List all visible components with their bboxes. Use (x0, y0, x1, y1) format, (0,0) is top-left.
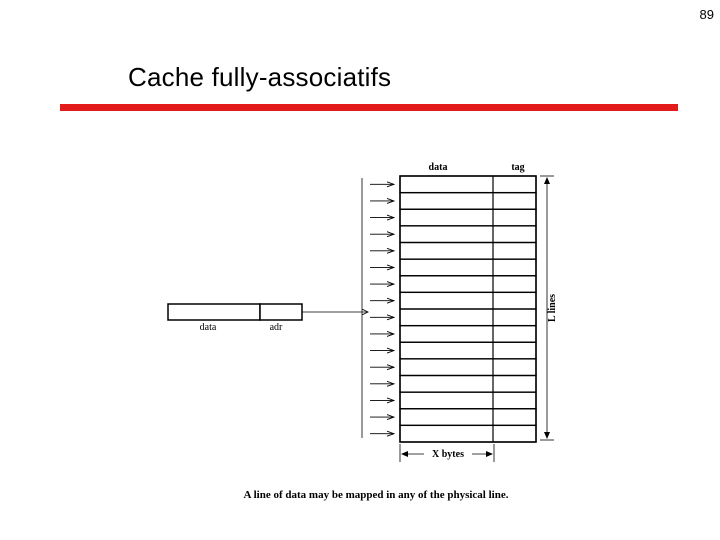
page-number: 89 (699, 7, 714, 22)
bytes-dimension (400, 444, 494, 462)
col-header-tag: tag (511, 162, 525, 173)
address-adr-field (260, 304, 302, 320)
address-register (168, 304, 302, 333)
diagram-caption: A line of data may be mapped in any of the physical line. (243, 489, 509, 501)
slide-title: Cache fully-associatifs (128, 62, 392, 92)
bytes-label: X bytes (432, 449, 464, 460)
address-data-label: data (199, 322, 217, 333)
lines-label: L lines (547, 293, 558, 323)
cache-table (400, 176, 536, 442)
fanout-arrows (370, 182, 394, 436)
col-header-data: data (428, 162, 448, 173)
address-adr-label: adr (269, 322, 283, 333)
lines-dimension (540, 176, 558, 440)
address-data-field (168, 304, 260, 320)
